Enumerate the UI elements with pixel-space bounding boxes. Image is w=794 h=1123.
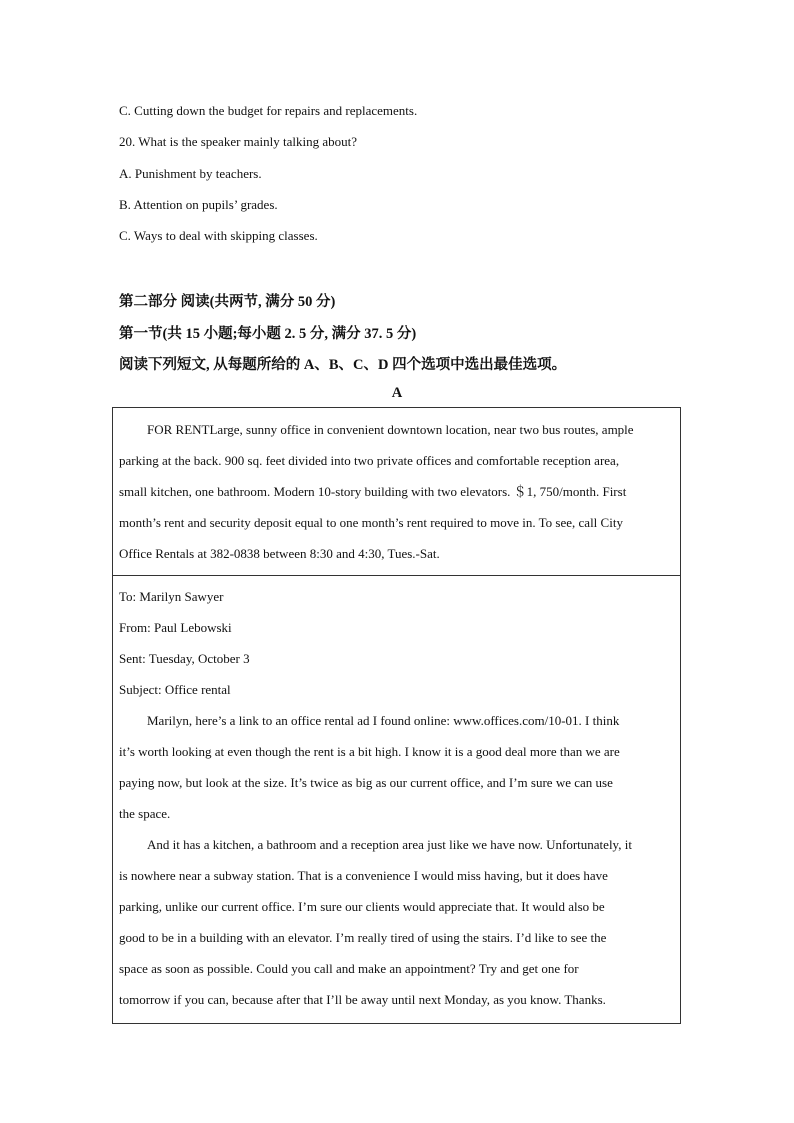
email-body-line: tomorrow if you can, because after that I’ll be away until next Monday, as you know. Thanks. <box>119 992 606 1007</box>
email-body-line: paying now, but look at the size. It’s twice as big as our current office, and I’m sure we can use <box>119 775 613 790</box>
ad-line: Office Rentals at 382-0838 between 8:30 and 4:30, Tues.-Sat. <box>119 546 440 561</box>
email-body-line: And it has a kitchen, a bathroom and a reception area just like we have now. Unfortunately, it <box>147 837 632 852</box>
email-body-line: it’s worth looking at even though the rent is a bit high. I know it is a good deal more than we are <box>119 744 620 759</box>
ad-line: parking at the back. 900 sq. feet divided into two private offices and comfortable reception area, <box>119 453 620 468</box>
q20-option-b: B. Attention on pupils’ grades. <box>119 197 278 212</box>
part-two-heading: 第二部分 阅读(共两节, 满分 50 分) <box>119 294 336 310</box>
email-body-line: is nowhere near a subway station. That is a convenience I would miss having, but it does have <box>119 868 608 883</box>
email-subject: Subject: Office rental <box>119 682 231 697</box>
email-to: To: Marilyn Sawyer <box>119 589 224 604</box>
email-from: From: Paul Lebowski <box>119 620 232 635</box>
q19-option-c: C. Cutting down the budget for repairs and replacements. <box>119 103 418 118</box>
email-body-line: the space. <box>119 806 171 821</box>
q20-option-c: C. Ways to deal with skipping classes. <box>119 228 318 243</box>
email-sent: Sent: Tuesday, October 3 <box>119 651 250 666</box>
ad-line: FOR RENTLarge, sunny office in convenient downtown location, near two bus routes, ample <box>147 422 634 437</box>
q20-stem: 20. What is the speaker mainly talking about? <box>119 134 358 149</box>
email-body-line: Marilyn, here’s a link to an office rental ad I found online: www.offices.com/10-01. I think <box>147 713 620 728</box>
email-body-line: good to be in a building with an elevator. I’m really tired of using the stairs. I’d like to see the <box>119 930 607 945</box>
section-one-heading: 第一节(共 15 小题;每小题 2. 5 分, 满分 37. 5 分) <box>119 326 417 342</box>
ad-line: small kitchen, one bathroom. Modern 10-story building with two elevators. ＄1, 750/month. First <box>119 484 627 499</box>
ad-text <box>119 414 675 569</box>
passage-label: A <box>391 385 403 401</box>
email-body-line: parking, unlike our current office. I’m sure our clients would appreciate that. It would also be <box>119 899 605 914</box>
ad-line: month’s rent and security deposit equal to one month’s rent required to move in. To see, call City <box>119 515 623 530</box>
email-body-line: space as soon as possible. Could you call and make an appointment? Try and get one for <box>119 961 579 976</box>
email-text <box>119 581 675 1015</box>
reading-instructions: 阅读下列短文, 从每题所给的 A、B、C、D 四个选项中选出最佳选项。 <box>119 357 567 373</box>
q20-option-a: A. Punishment by teachers. <box>119 166 262 181</box>
